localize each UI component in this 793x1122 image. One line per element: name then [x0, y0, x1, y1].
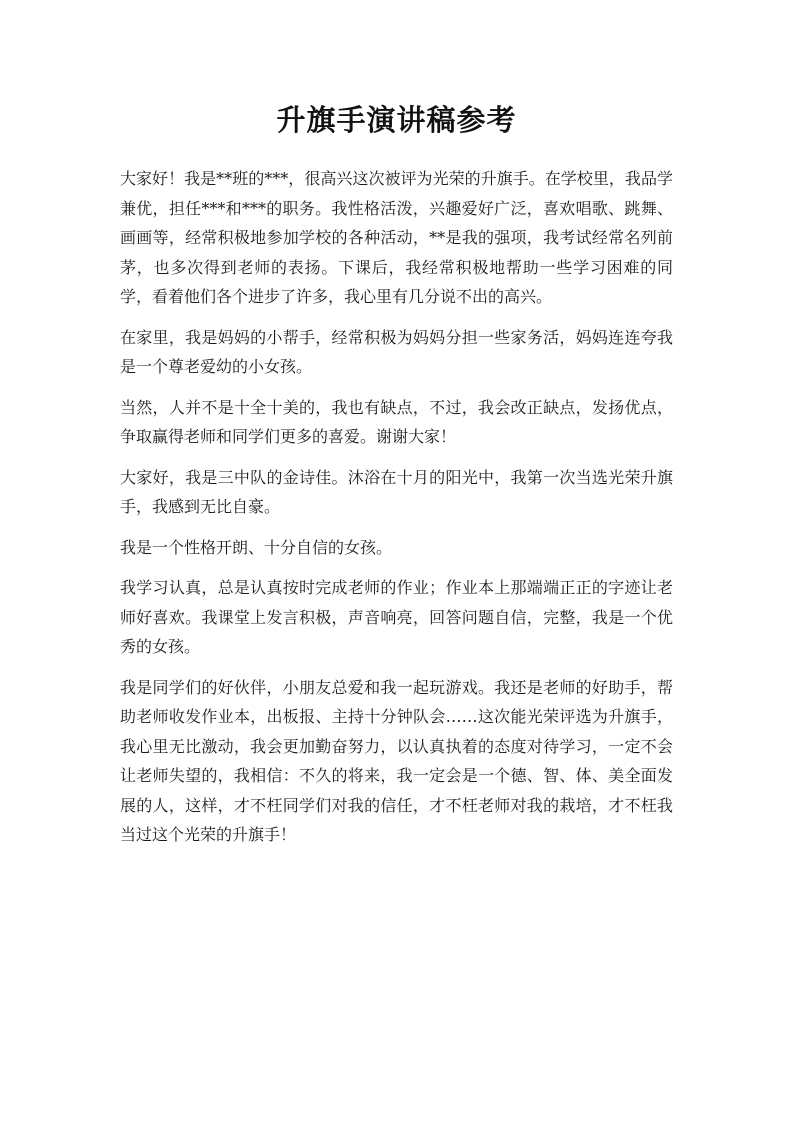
paragraph-2: 在家里，我是妈妈的小帮手，经常积极为妈妈分担一些家务活，妈妈连连夸我是一个尊老爱幼的小女孩。 [120, 327, 673, 376]
paragraph-3: 当然，人并不是十全十美的，我也有缺点，不过，我会改正缺点，发扬优点，争取赢得老师和同学们更多的喜爱。谢谢大家！ [120, 397, 673, 446]
document-page [120, 0, 673, 861]
paragraph-4: 大家好，我是三中队的金诗佳。沐浴在十月的阳光中，我第一次当选光荣升旗手，我感到无比自豪。 [120, 467, 673, 516]
paragraph-1: 大家好！我是**班的***，很高兴这次被评为光荣的升旗手。在学校里，我品学兼优，担任***和***的职务。我性格活泼，兴趣爱好广泛，喜欢唱歌、跳舞、画画等，经常积极地参加学校的各种活动，**是我的强项，我考试经常名列前茅，也多次得到老师的表扬。下课后，我经常积极地帮助一些学习困难的同学，看着他们各个进步了许多，我心里有几分说不出的高兴。 [120, 169, 673, 306]
document-title: 升旗手演讲稿参考 [276, 103, 517, 137]
document-body [120, 164, 673, 850]
paragraph-6: 我学习认真，总是认真按时完成老师的作业；作业本上那端端正正的字迹让老师好喜欢。我课堂上发言积极，声音响亮，回答问题自信，完整，我是一个优秀的女孩。 [120, 578, 673, 656]
paragraph-5: 我是一个性格开朗、十分自信的女孩。 [120, 537, 393, 557]
paragraph-7: 我是同学们的好伙伴，小朋友总爱和我一起玩游戏。我还是老师的好助手，帮助老师收发作业本，出板报、主持十分钟队会……这次能光荣评选为升旗手，我心里无比激动，我会更加勤奋努力，以认真执着的态度对待学习，一定不会让老师失望的，我相信：不久的将来，我一定会是一个德、智、体、美全面发展的人，这样，才不枉同学们对我的信任，才不枉老师对我的栽培，才不枉我当过这个光荣的升旗手！ [120, 677, 673, 844]
